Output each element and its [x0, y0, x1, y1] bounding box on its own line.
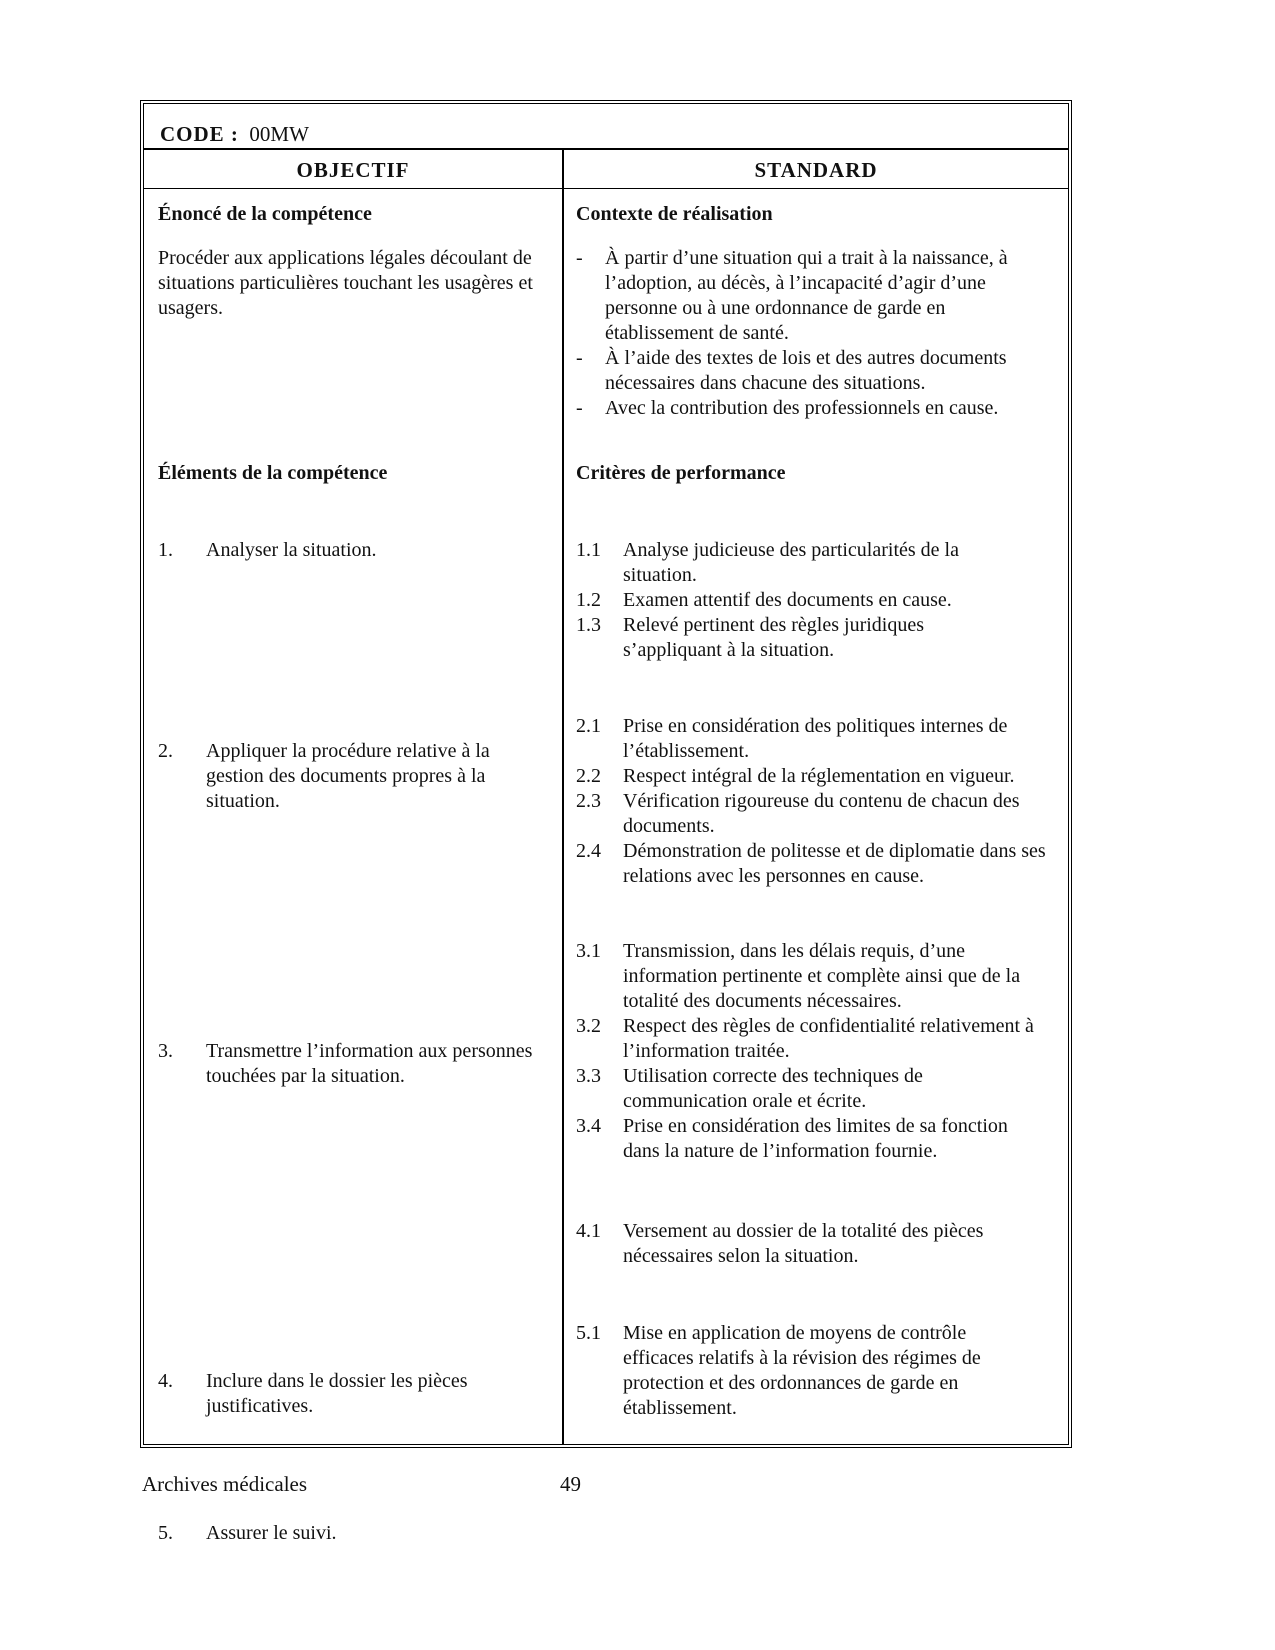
elements-title: Éléments de la compétence [158, 462, 388, 484]
enonce-text: Procéder aux applications légales découlant de situations particulières touchant les usagères et usagers. [158, 247, 533, 319]
contexte-list [576, 246, 1056, 421]
critere-item: 5.1 Mise en application de moyens de contrôle efficaces relatifs à la révision des régimes de protection et des ordonnances de garde en établissement. [576, 1322, 981, 1419]
contexte-item: - À l’aide des textes de lois et des autres documents nécessaires dans chacune des situations. [576, 347, 1007, 394]
critere-item: 2.2 Respect intégral de la réglementation en vigueur. [576, 765, 1015, 787]
page-number: 49 [560, 1472, 581, 1496]
critere-item: 2.4 Démonstration de politesse et de diplomatie dans ses relations avec les personnes en cause. [576, 840, 1046, 887]
critere-item: 3.2 Respect des règles de confidentialité relativement à l’information traitée. [576, 1015, 1034, 1062]
criteres-group-1 [576, 538, 1016, 663]
code-row [144, 104, 1068, 150]
contexte-item: - Avec la contribution des professionnels en cause. [576, 397, 999, 419]
critere-item: 3.3 Utilisation correcte des techniques de communication orale et écrite. [576, 1065, 923, 1112]
critere-item: 2.3 Vérification rigoureuse du contenu de chacun des documents. [576, 790, 1020, 837]
criteres-group-2 [576, 714, 1058, 889]
critere-item: 3.4 Prise en considération des limites de sa fonction dans la nature de l’information fournie. [576, 1115, 1008, 1162]
critere-item: 2.1 Prise en considération des politiques internes de l’établissement. [576, 715, 1008, 762]
critere-item: 4.1 Versement au dossier de la totalité des pièces nécessaires selon la situation. [576, 1220, 984, 1267]
footer-title: Archives médicales [142, 1472, 308, 1496]
criteres-group-5 [576, 1321, 1026, 1421]
header-standard: STANDARD [754, 158, 878, 182]
enonce-title: Énoncé de la compétence [158, 203, 372, 225]
criteres-group-4 [576, 1219, 1036, 1269]
element-item-5: 5. Assurer le suivi. [158, 1522, 337, 1544]
criteres-title: Critères de performance [576, 462, 786, 484]
criteres-group-3 [576, 939, 1046, 1164]
column-divider [562, 148, 564, 1444]
contexte-title: Contexte de réalisation [576, 203, 773, 225]
critere-item: 1.3 Relevé pertinent des règles juridiques s’appliquant à la situation. [576, 614, 925, 661]
element-item-1: 1. Analyser la situation. [158, 539, 377, 561]
header-row [144, 148, 1068, 189]
element-item-2: 2. Appliquer la procédure relative à la gestion des documents propres à la situation. [158, 740, 490, 812]
critere-item: 3.1 Transmission, dans les délais requis, d’une information pertinente et complète ainsi que de la totalité des documents nécessaires. [576, 940, 1021, 1012]
critere-item: 1.2 Examen attentif des documents en cause. [576, 589, 952, 611]
contexte-item: - À partir d’une situation qui a trait à la naissance, à l’adoption, au décès, à l’incapacité d’agir d’une personne ou à une ordonnance de garde en établissement de santé. [576, 247, 1008, 344]
element-item-4: 4. Inclure dans le dossier les pièces justificatives. [158, 1370, 468, 1417]
critere-item: 1.1 Analyse judicieuse des particularités de la situation. [576, 539, 959, 586]
element-item-3: 3. Transmettre l’information aux personnes touchées par la situation. [158, 1040, 533, 1087]
code-value: 00MW [249, 122, 309, 146]
code-label: CODE : [160, 122, 239, 146]
header-objectif: OBJECTIF [296, 158, 410, 182]
